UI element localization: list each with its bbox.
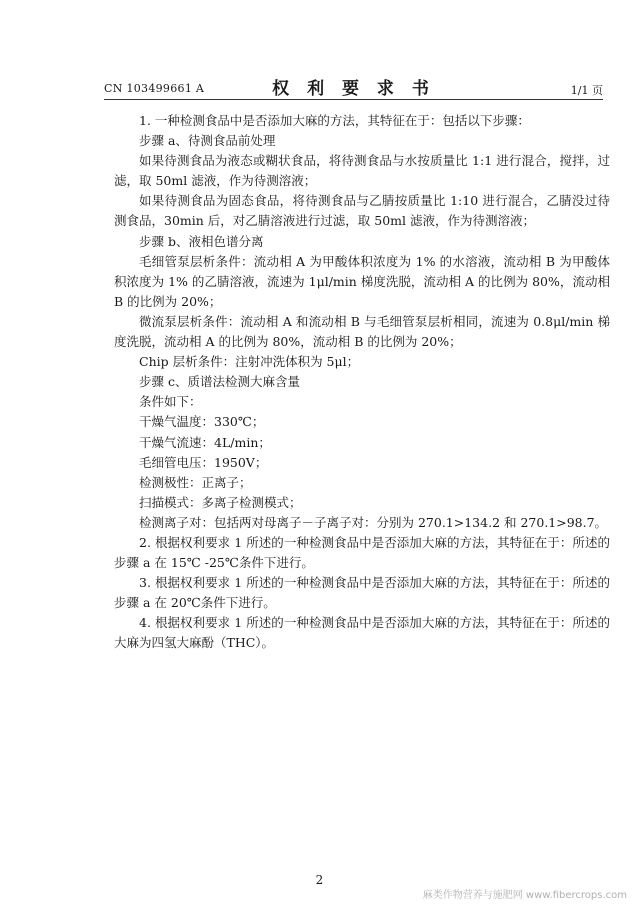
step-a-liquid: 如果待测食品为液态或糊状食品，将待测食品与水按质量比 1:1 进行混合，搅拌，过滤，取 50ml 滤液，作为待测溶液； bbox=[114, 153, 610, 189]
claim-2: 2. 根据权利要求 1 所述的一种检测食品中是否添加大麻的方法，其特征在于：所述的步骤 a 在 15℃ -25℃条件下进行。 bbox=[114, 534, 610, 571]
claims-body bbox=[114, 111, 610, 654]
chip-conditions: Chip 层析条件：注射冲洗体积为 5μl； bbox=[139, 354, 360, 370]
header-divider bbox=[104, 99, 603, 100]
step-a-heading: 步骤 a、待测食品前处理 bbox=[139, 133, 276, 149]
document-title: 权 利 要 求 书 bbox=[272, 79, 435, 99]
capillary-voltage: 毛细管电压：1950V； bbox=[139, 454, 268, 470]
step-c-heading: 步骤 c、质谱法检测大麻含量 bbox=[139, 374, 300, 390]
scan-mode: 扫描模式：多离子检测模式； bbox=[139, 494, 302, 510]
claim-3: 3. 根据权利要求 1 所述的一种检测食品中是否添加大麻的方法，其特征在于：所述的步骤 a 在 20℃条件下进行。 bbox=[114, 575, 610, 611]
micro-pump-conditions: 微流泵层析条件：流动相 A 和流动相 B 与毛细管泵层析相同，流速为 0.8μl/min 梯度洗脱，流动相 A 的比例为 80%，流动相 B 的比例为 20%； bbox=[114, 313, 610, 350]
ion-pairs: 检测离子对：包括两对母离子－子离子对：分别为 270.1>134.2 和 270.1>98.7。 bbox=[139, 514, 608, 530]
step-a-solid: 如果待测食品为固态食品，将待测食品与乙腈按质量比 1:10 进行混合，乙腈没过待测食品，30min 后，对乙腈溶液进行过滤，取 50ml 滤液，作为待测溶液； bbox=[114, 193, 610, 229]
capillary-pump-conditions: 毛细管泵层析条件：流动相 A 为甲酸体积浓度为 1% 的水溶液，流动相 B 为甲酸体积浓度为 1% 的乙腈溶液，流速为 1μl/min 梯度洗脱，流动相 A 的比例为 80%，流动相 B 的比例为 20%； bbox=[114, 253, 610, 309]
step-b-heading: 步骤 b、液相色谱分离 bbox=[139, 233, 264, 249]
publication-number: CN 103499661 A bbox=[104, 82, 205, 95]
dry-gas-temperature: 干燥气温度：330℃； bbox=[139, 414, 265, 430]
conditions-intro: 条件如下： bbox=[139, 394, 202, 410]
detection-polarity: 检测极性：正离子； bbox=[139, 474, 252, 490]
claim-4: 4. 根据权利要求 1 所述的一种检测食品中是否添加大麻的方法，其特征在于：所述的大麻为四氢大麻酚（THC）。 bbox=[114, 615, 610, 651]
page-indicator: 1/1 页 bbox=[570, 84, 603, 97]
page-header bbox=[104, 74, 603, 98]
claim-1-intro: 1. 一种检测食品中是否添加大麻的方法，其特征在于：包括以下步骤： bbox=[139, 113, 530, 128]
site-watermark: 麻类作物营养与施肥网 www.fibercrops.com bbox=[422, 890, 627, 901]
page-number: 2 bbox=[315, 873, 324, 887]
dry-gas-flow: 干燥气流速：4L/min； bbox=[139, 434, 271, 450]
